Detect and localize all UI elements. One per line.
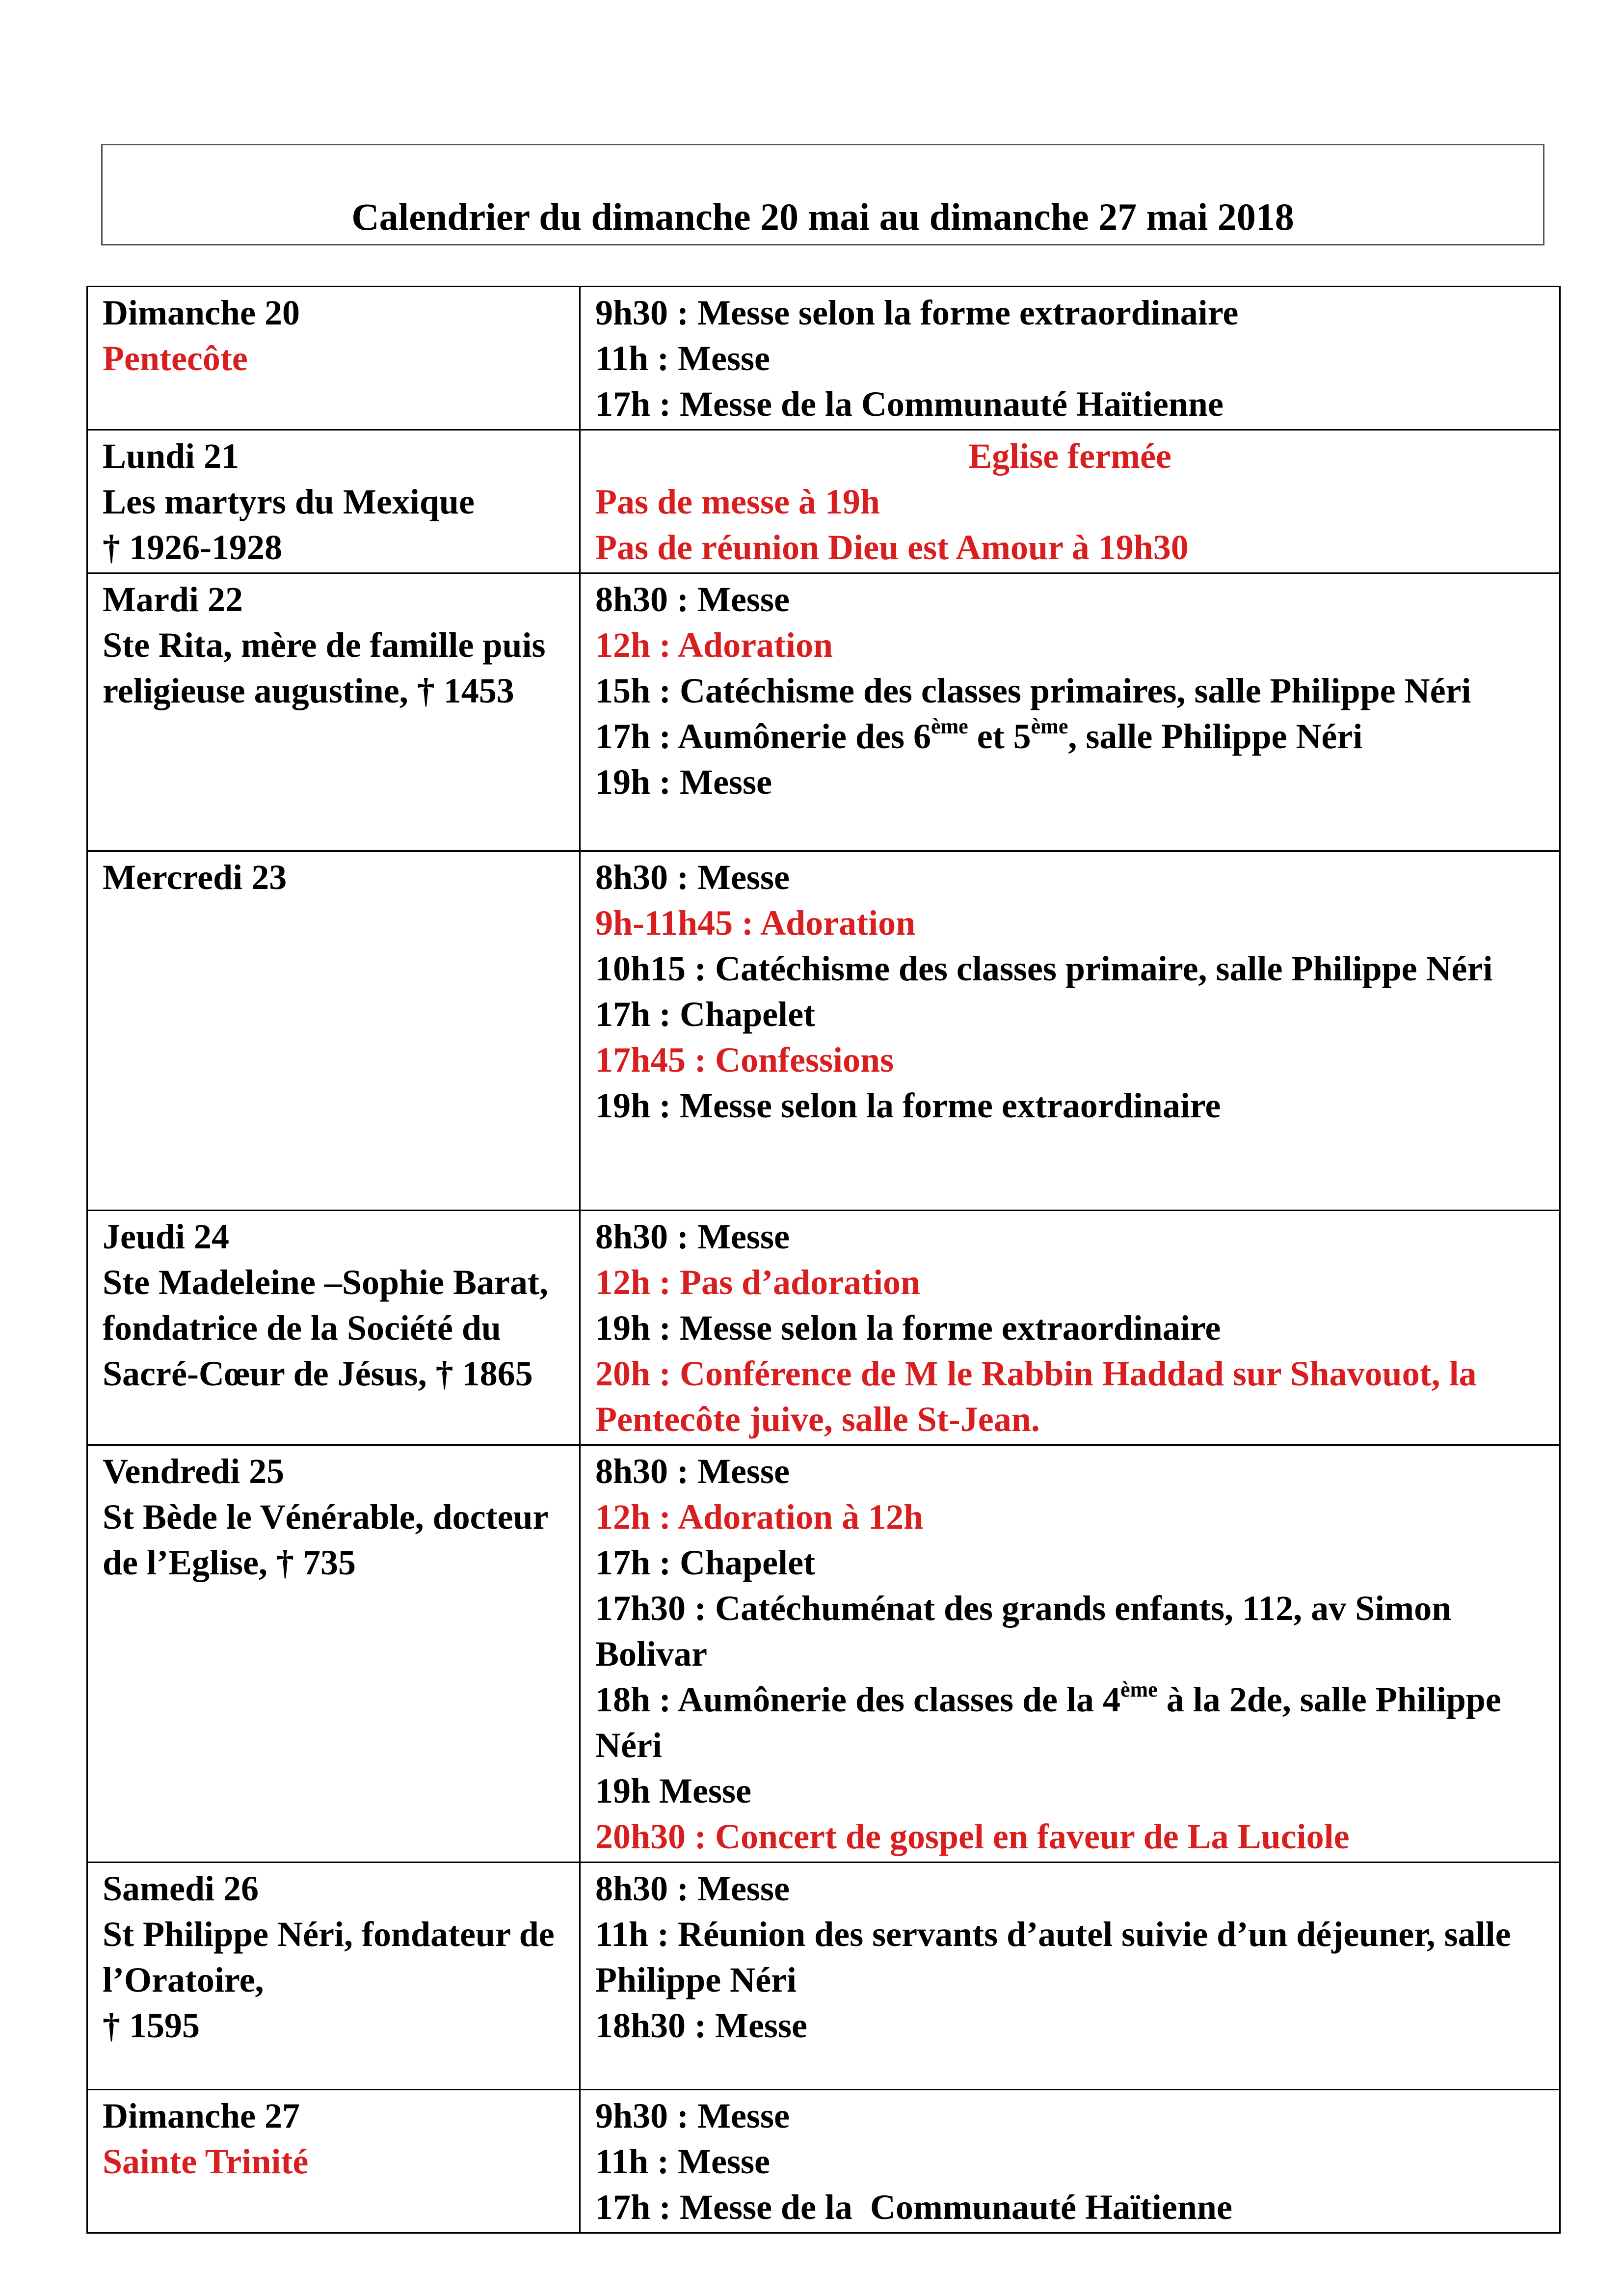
day-label: Mercredi 23 <box>103 858 287 897</box>
event-item: 17h30 : Catéchuménat des grands enfants, 112, av Simon Bolivar <box>595 1589 1461 1674</box>
event-item: 11h : Messe <box>595 339 770 378</box>
day-label: Mardi 22 <box>103 580 243 619</box>
event-item: 19h : Messe selon la forme extraordinaire <box>595 1086 1221 1125</box>
event-item: 20h30 : Concert de gospel en faveur de La Luciole <box>595 1817 1350 1856</box>
event-item: 12h : Adoration <box>595 625 833 665</box>
feast-label: St Philippe Néri, fondateur de l’Oratoire, <box>103 1915 563 1999</box>
day-row-samedi-26 <box>87 1863 1560 2090</box>
event-item: 17h : Messe de la Communauté Haïtienne <box>595 384 1224 424</box>
schedule-table <box>86 286 1561 2234</box>
event-item: 8h30 : Messe <box>595 858 790 897</box>
day-cell <box>87 1445 580 1863</box>
event-item: 8h30 : Messe <box>595 1217 790 1256</box>
feast-label: Ste Rita, mère de famille puis religieuse augustine, † 1453 <box>103 625 555 710</box>
event-text: 18h : Aumônerie des classes de la 4 <box>595 1680 1120 1719</box>
page-title: Calendrier du dimanche 20 mai au dimanche 27 mai 2018 <box>351 195 1294 238</box>
day-label: Vendredi 25 <box>103 1452 285 1491</box>
day-label: Jeudi 24 <box>103 1217 230 1256</box>
event-item: 17h : Chapelet <box>595 995 815 1034</box>
day-cell <box>87 430 580 573</box>
day-row-mercredi-23 <box>87 851 1560 1211</box>
event-item: 18h30 : Messe <box>595 2006 807 2045</box>
event-item: 8h30 : Messe <box>595 1452 790 1491</box>
event-item: 19h Messe <box>595 1771 751 1810</box>
day-row-mardi-22 <box>87 573 1560 851</box>
event-item: 9h30 : Messe <box>595 2096 790 2135</box>
day-cell <box>87 287 580 430</box>
event-text: à la 2de, salle Philippe Néri <box>595 1680 1510 1765</box>
feast-label: Les martyrs du Mexique <box>103 482 475 521</box>
day-label: Samedi 26 <box>103 1869 259 1908</box>
event-item: 17h : Chapelet <box>595 1543 815 1582</box>
event-item: 10h15 : Catéchisme des classes primaire, salle Philippe Néri <box>595 949 1493 988</box>
day-cell <box>87 1211 580 1445</box>
ordinal-suffix: ème <box>1031 714 1068 738</box>
feast-label: Sainte Trinité <box>103 2142 309 2181</box>
events-cell <box>580 1211 1560 1445</box>
events-cell <box>580 573 1560 851</box>
feast-dates: † 1926-1928 <box>103 528 282 567</box>
ordinal-suffix: ème <box>931 714 968 738</box>
title-box <box>101 144 1544 245</box>
event-item: 9h-11h45 : Adoration <box>595 903 916 943</box>
day-row-lundi-21 <box>87 430 1560 573</box>
day-row-dimanche-20 <box>87 287 1560 430</box>
event-item: 17h : Messe de la Communauté Haïtienne <box>595 2188 1232 2227</box>
feast-label: St Bède le Vénérable, docteur de l’Eglise, † 735 <box>103 1497 557 1582</box>
event-item <box>595 1677 1544 1768</box>
feast-dates: † 1595 <box>103 2006 200 2045</box>
event-item: Eglise fermée <box>968 436 1171 476</box>
day-row-jeudi-24 <box>87 1211 1560 1445</box>
feast-label: Ste Madeleine –Sophie Barat, fondatrice de la Société du Sacré-Cœur de Jésus, † 1865 <box>103 1263 557 1393</box>
day-cell <box>87 2090 580 2233</box>
feast-label: Pentecôte <box>103 339 248 378</box>
event-item: 19h : Messe selon la forme extraordinaire <box>595 1308 1221 1348</box>
event-item: 17h45 : Confessions <box>595 1040 894 1080</box>
day-cell <box>87 851 580 1211</box>
event-item <box>595 714 1544 759</box>
event-item: 12h : Pas d’adoration <box>595 1263 921 1302</box>
events-cell <box>580 287 1560 430</box>
events-cell <box>580 1445 1560 1863</box>
day-cell <box>87 1863 580 2090</box>
event-item: 11h : Réunion des servants d’autel suivie d’un déjeuner, salle Philippe Néri <box>595 1915 1520 1999</box>
day-row-vendredi-25 <box>87 1445 1560 1863</box>
event-item: 12h : Adoration à 12h <box>595 1497 924 1537</box>
events-cell <box>580 1863 1560 2090</box>
ordinal-suffix: ème <box>1120 1677 1158 1702</box>
event-item: Pas de messe à 19h <box>595 482 880 521</box>
event-item: 11h : Messe <box>595 2142 770 2181</box>
event-item: 8h30 : Messe <box>595 1869 790 1908</box>
event-text: 17h : Aumônerie des 6 <box>595 717 931 756</box>
day-cell <box>87 573 580 851</box>
event-item: 9h30 : Messe selon la forme extraordinaire <box>595 293 1239 332</box>
event-item: 8h30 : Messe <box>595 580 790 619</box>
event-text: et 5 <box>968 717 1031 756</box>
day-label: Dimanche 27 <box>103 2096 300 2135</box>
day-label: Dimanche 20 <box>103 293 300 332</box>
day-row-dimanche-27 <box>87 2090 1560 2233</box>
events-cell <box>580 2090 1560 2233</box>
day-label: Lundi 21 <box>103 436 239 476</box>
events-cell <box>580 851 1560 1211</box>
event-text: , salle Philippe Néri <box>1068 717 1363 756</box>
event-item: 19h : Messe <box>595 762 772 802</box>
event-item: Pas de réunion Dieu est Amour à 19h30 <box>595 528 1189 567</box>
event-item: 20h : Conférence de M le Rabbin Haddad sur Shavouot, la Pentecôte juive, salle St-Jean. <box>595 1354 1486 1439</box>
event-item: 15h : Catéchisme des classes primaires, salle Philippe Néri <box>595 671 1471 710</box>
events-cell <box>580 430 1560 573</box>
